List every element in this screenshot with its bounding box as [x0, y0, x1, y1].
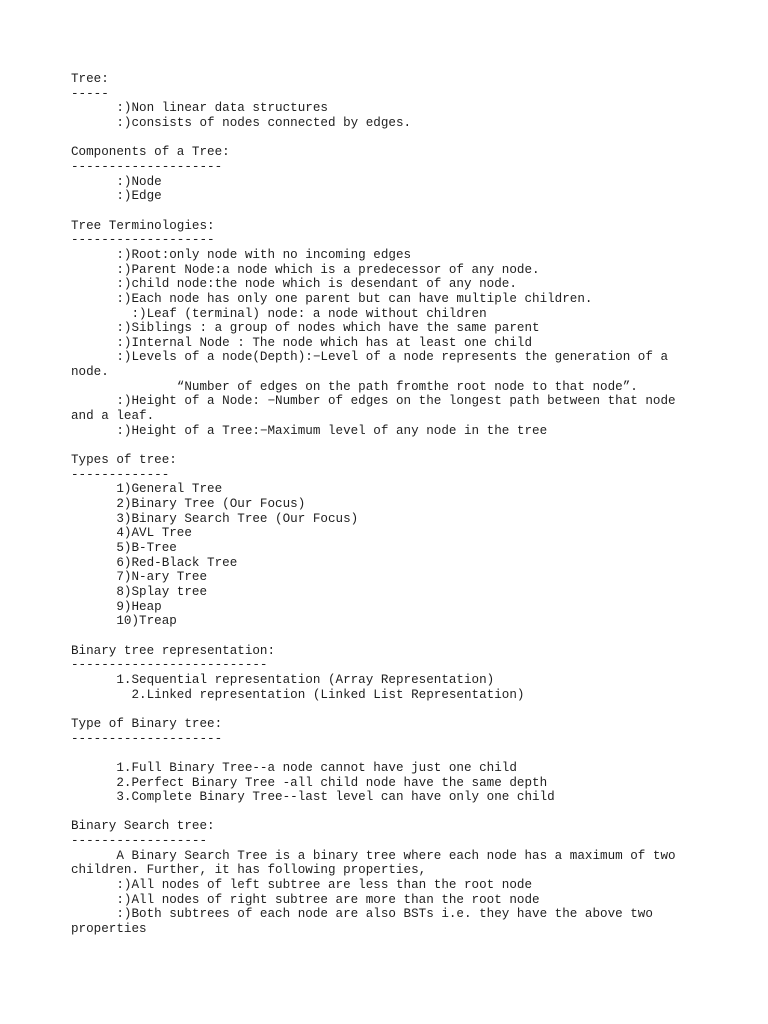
text-line: Components of a Tree:: [71, 145, 230, 160]
text-line: properties: [71, 922, 147, 937]
text-line: node.: [71, 365, 109, 380]
text-line: --------------------: [71, 159, 223, 174]
text-line: 8)Splay tree: [71, 584, 208, 599]
text-line: [71, 629, 691, 644]
text-line: 2.Perfect Binary Tree -all child node have the same depth: [71, 775, 548, 790]
text-line: Types of tree:: [71, 453, 177, 468]
text-line: [71, 746, 691, 761]
text-line: 3.Complete Binary Tree--last level can have only one child: [71, 790, 555, 805]
text-line: :)Levels of a node(Depth):−Level of a node represents the generation of a: [71, 350, 669, 365]
text-line: :)Node: [71, 174, 162, 189]
text-line: [71, 805, 691, 820]
text-line: Type of Binary tree:: [71, 716, 223, 731]
text-line: 3)Binary Search Tree (Our Focus): [71, 511, 359, 526]
text-line: -----: [71, 86, 109, 101]
text-line: and a leaf.: [71, 409, 155, 424]
document-body: [71, 72, 691, 951]
text-line: [71, 131, 691, 146]
text-line: :)All nodes of right subtree are more than the root node: [71, 892, 540, 907]
text-line: :)All nodes of left subtree are less than the root node: [71, 878, 533, 893]
text-line: Tree:: [71, 72, 109, 86]
text-line: Tree Terminologies:: [71, 218, 215, 233]
text-line: children. Further, it has following properties,: [71, 863, 427, 878]
text-line: -------------------: [71, 233, 215, 248]
text-line: 9)Heap: [71, 599, 162, 614]
text-line: 10)Treap: [71, 614, 177, 629]
text-line: ------------------: [71, 834, 208, 849]
text-line: 1)General Tree: [71, 482, 223, 497]
text-line: [71, 702, 691, 717]
text-line: --------------------------: [71, 658, 268, 673]
text-line: Binary tree representation:: [71, 643, 276, 658]
text-line: A Binary Search Tree is a binary tree where each node has a maximum of two: [71, 848, 676, 863]
text-line: :)Edge: [71, 189, 162, 204]
text-line: 5)B-Tree: [71, 541, 177, 555]
text-line: --------------------: [71, 731, 223, 746]
text-line: :)Root:only node with no incoming edges: [71, 247, 412, 262]
text-line: “Number of edges on the path fromthe root node to that node”.: [71, 379, 638, 394]
text-line: :)Siblings : a group of nodes which have the same parent: [71, 321, 540, 336]
text-line: :)Each node has only one parent but can have multiple children.: [71, 291, 593, 306]
text-line: [71, 937, 691, 952]
text-line: :)Internal Node : The node which has at least one child: [71, 335, 533, 350]
text-line: :)Height of a Node: −Number of edges on the longest path between that node: [71, 394, 676, 409]
text-line: [71, 204, 691, 219]
text-line: :)Non linear data structures: [71, 101, 328, 116]
text-line: :)Both subtrees of each node are also BSTs i.e. they have the above two: [71, 907, 653, 922]
text-line: :)consists of nodes connected by edges.: [71, 115, 412, 130]
text-line: :)child node:the node which is desendant of any node.: [71, 277, 517, 292]
text-line: Binary Search tree:: [71, 819, 215, 834]
text-line: 2)Binary Tree (Our Focus): [71, 497, 306, 512]
text-line: 1.Full Binary Tree--a node cannot have just one child: [71, 760, 517, 775]
text-line: 7)N-ary Tree: [71, 570, 208, 585]
text-line: [71, 438, 691, 453]
text-line: :)Leaf (terminal) node: a node without children: [71, 306, 487, 321]
text-line: 6)Red-Black Tree: [71, 555, 238, 570]
text-line: 4)AVL Tree: [71, 526, 192, 541]
text-line: 2.Linked representation (Linked List Representation): [71, 687, 525, 702]
text-line: -------------: [71, 467, 170, 482]
text-line: :)Height of a Tree:−Maximum level of any node in the tree: [71, 423, 548, 438]
text-line: :)Parent Node:a node which is a predecessor of any node.: [71, 262, 540, 277]
text-line: 1.Sequential representation (Array Representation): [71, 672, 495, 687]
